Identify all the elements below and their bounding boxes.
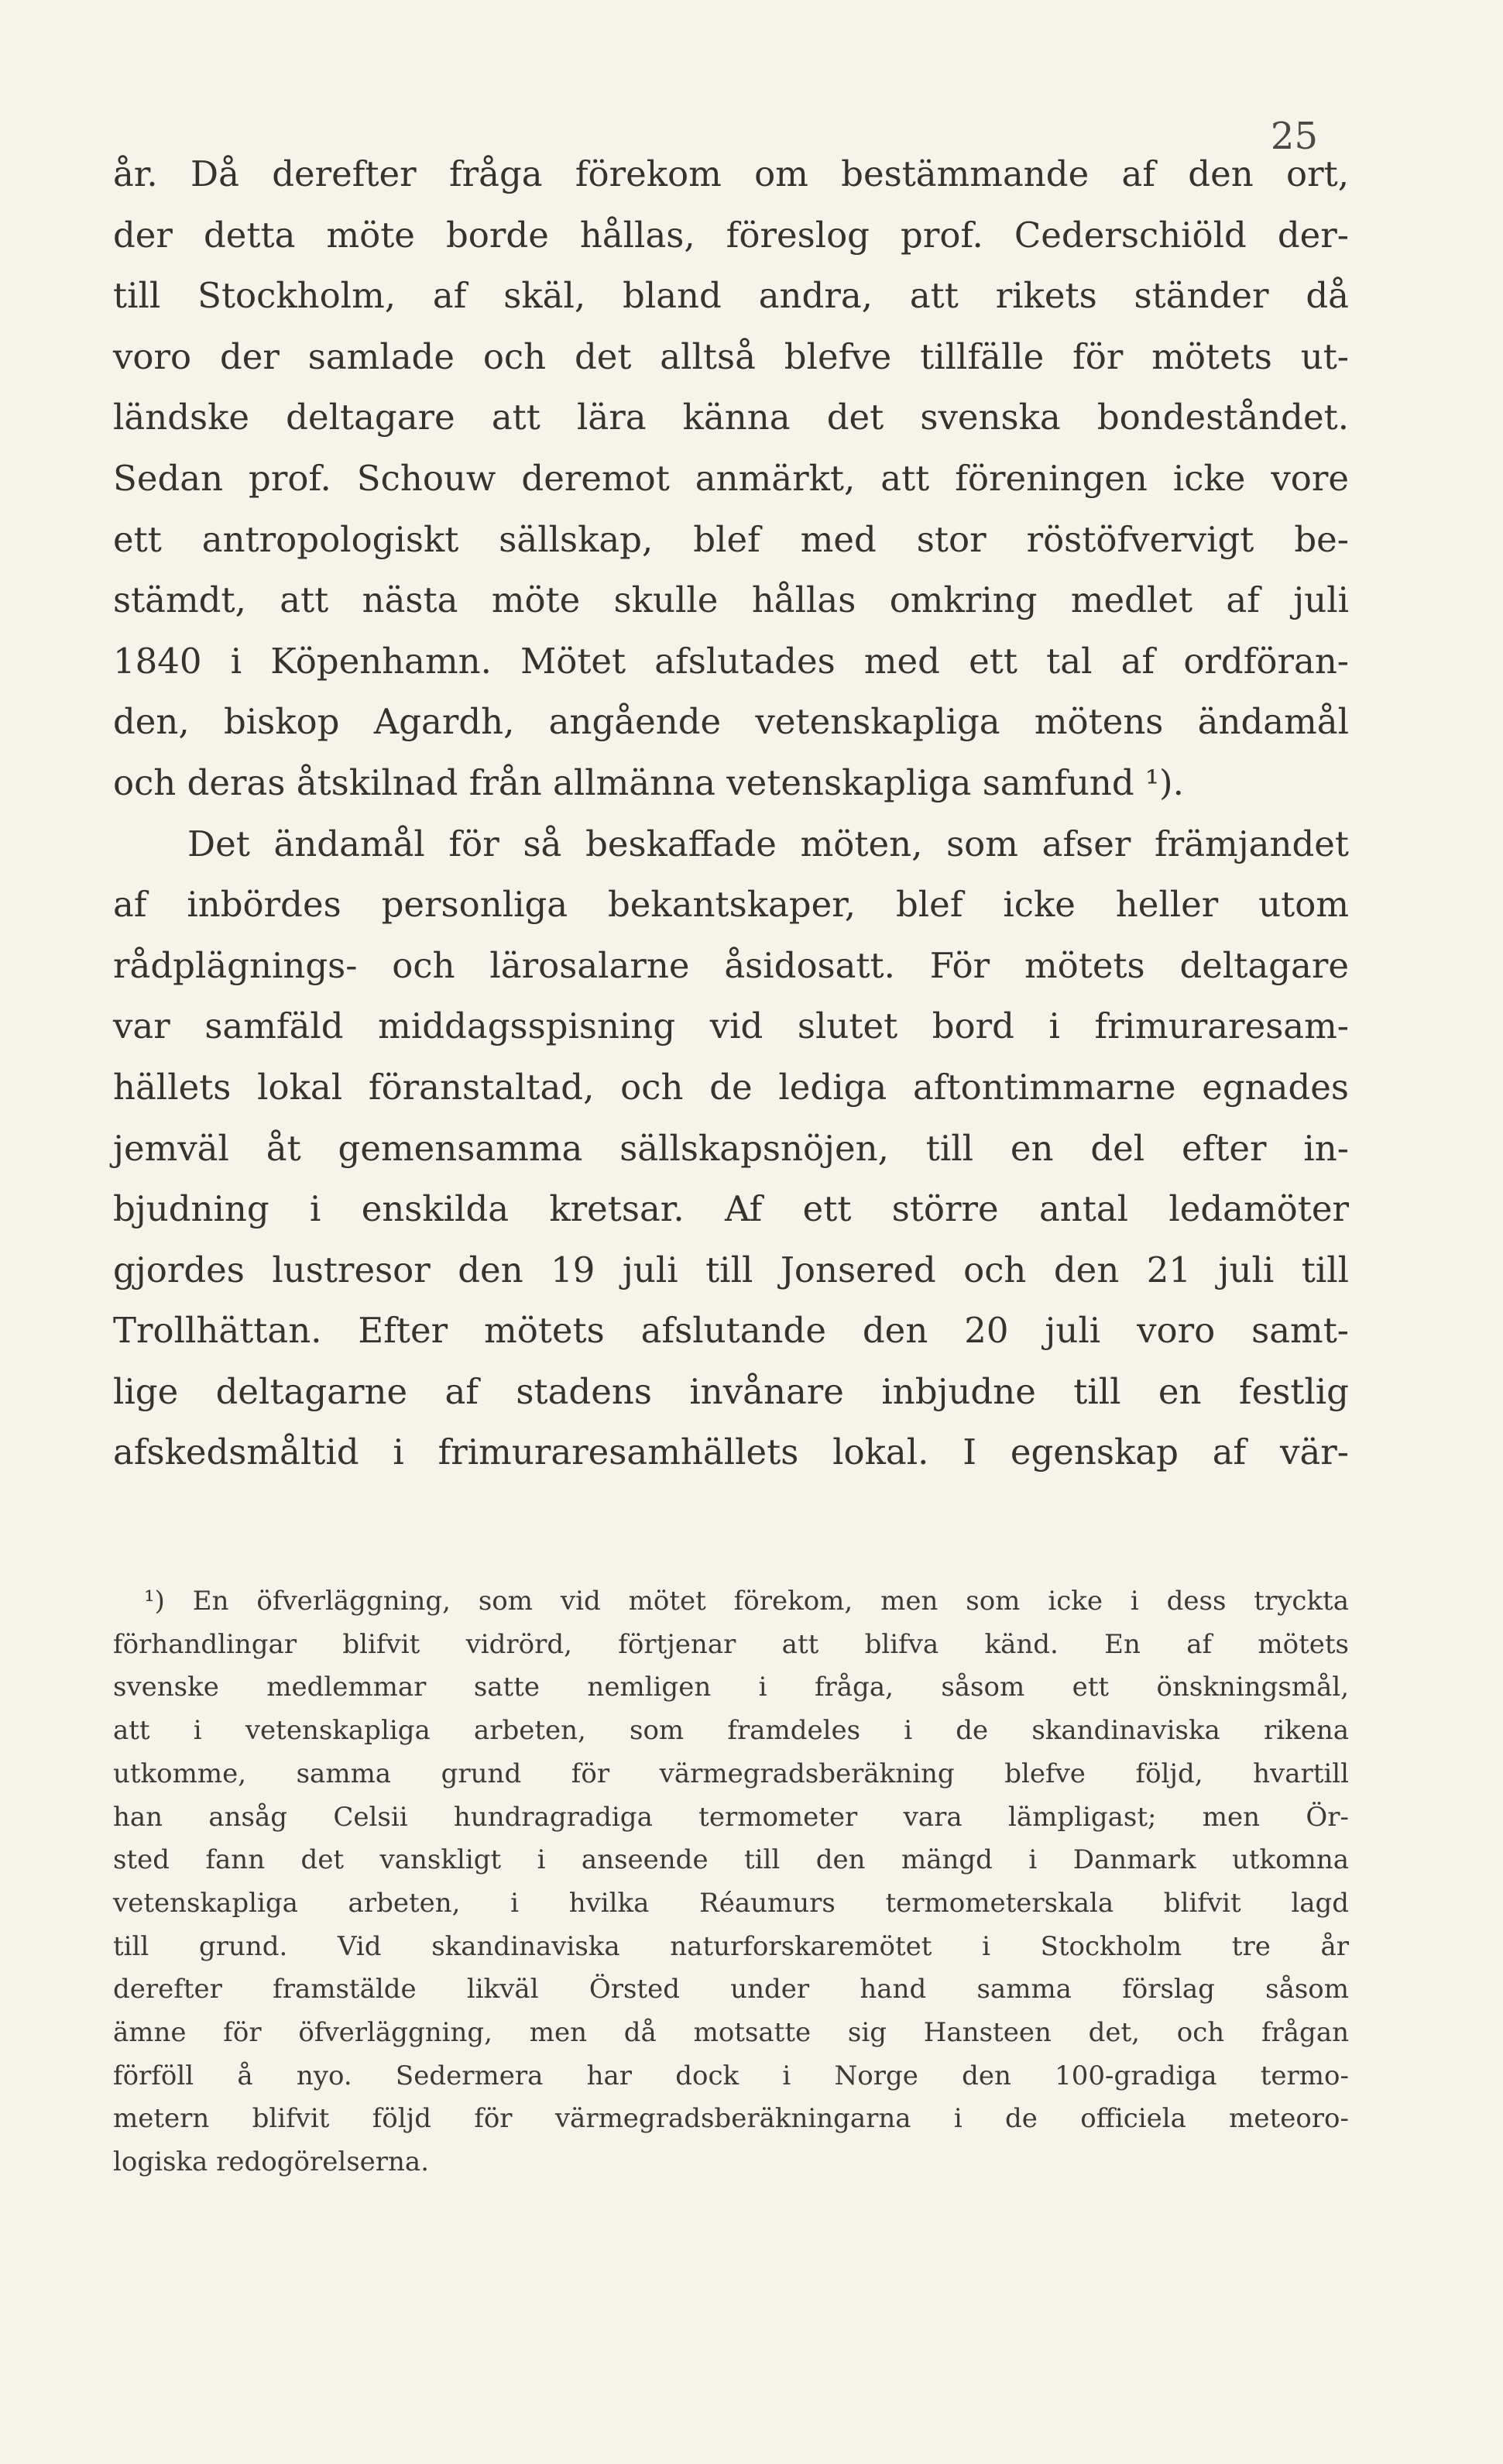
text-line: voro der samlade och det alltså blefve tillfälle för mötets ut- (113, 335, 1349, 377)
text-line: till Stockholm, af skäl, bland andra, att rikets ständer då (113, 275, 1349, 317)
footnote (113, 1580, 1349, 2184)
text-line: stämdt, att nästa möte skulle hållas omkring medlet af juli (113, 579, 1349, 621)
text-line: och deras åtskilnad från allmänna vetenskapliga samfund ¹). (113, 761, 1184, 803)
text-line: rådplägnings- och lärosalarne åsidosatt. För mötets deltagare (113, 944, 1349, 986)
body-text (113, 144, 1349, 1483)
footnote-line: vetenskapliga arbeten, i hvilka Réaumurs termometerskala blifvit lagd (113, 1887, 1349, 1919)
text-line: Trollhättan. Efter mötets afslutande den 20 juli voro samt- (113, 1310, 1349, 1352)
footnote-line: förföll å nyo. Sedermera har dock i Norge den 100-gradiga termo- (113, 2060, 1349, 2091)
footnote-line: till grund. Vid skandinaviska naturforskaremötet i Stockholm tre år (113, 1930, 1349, 1962)
text-line: den, biskop Agardh, angående vetenskapliga mötens ändamål (113, 701, 1349, 743)
text-line: jemväl åt gemensamma sällskapsnöjen, till en del efter in- (113, 1127, 1349, 1169)
footnote-line: han ansåg Celsii hundragradiga termometer vara lämpligast; men Ör- (113, 1801, 1349, 1833)
footnote-line: logiska redogörelserna. (113, 2146, 429, 2178)
footnote-line: ¹) En öfverläggning, som vid mötet förekom, men som icke i dess tryckta (144, 1586, 1349, 1617)
text-line: lige deltagarne af stadens invånare inbjudne till en festlig (113, 1370, 1349, 1412)
footnote-line: ämne för öfverläggning, men då motsatte sig Hansteen det, och frågan (113, 2017, 1349, 2049)
footnote-line: förhandlingar blifvit vidrörd, förtjenar att blifva känd. En af mötets (113, 1628, 1349, 1660)
footnote-line: att i vetenskapliga arbeten, som framdeles i de skandinaviska rikena (113, 1715, 1349, 1747)
page-number: 25 (1270, 115, 1318, 158)
text-line: Sedan prof. Schouw deremot anmärkt, att föreningen icke vore (113, 457, 1349, 499)
text-line: gjordes lustresor den 19 juli till Jonsered och den 21 juli till (113, 1249, 1349, 1290)
footnote-line: metern blifvit följd för värmegradsberäkningarna i de officiela meteoro- (113, 2103, 1349, 2135)
text-line: der detta möte borde hållas, föreslog prof. Cederschiöld der- (113, 214, 1349, 256)
text-line: bjudning i enskilda kretsar. Af ett större antal ledamöter (113, 1188, 1349, 1230)
text-line: var samfäld middagsspisning vid slutet bord i frimuraresam- (113, 1005, 1349, 1047)
text-line: afskedsmåltid i frimuraresamhällets lokal. I egenskap af vär- (113, 1431, 1349, 1473)
footnote-line: utkomme, samma grund för värmegradsberäkning blefve följd, hvartill (113, 1758, 1349, 1789)
text-line: år. Då derefter fråga förekom om bestämmande af den ort, (113, 153, 1349, 194)
text-line: 1840 i Köpenhamn. Mötet afslutades med ett tal af ordföran- (113, 640, 1349, 682)
footnote-line: svenske medlemmar satte nemligen i fråga, såsom ett önskningsmål, (113, 1672, 1349, 1703)
text-line: hällets lokal föranstaltad, och de lediga aftontimmarne egnades (113, 1066, 1349, 1108)
text-line: Det ändamål för så beskaffade möten, som afser främjandet (187, 823, 1349, 864)
text-line: ett antropologiskt sällskap, blef med stor röstöfvervigt be- (113, 518, 1349, 560)
text-line: af inbördes personliga bekantskaper, blef icke heller utom (113, 884, 1349, 926)
footnote-line: derefter framstälde likväl Örsted under hand samma förslag såsom (113, 1974, 1349, 2005)
footnote-line: sted fann det vanskligt i anseende till den mängd i Danmark utkomna (113, 1844, 1349, 1876)
text-line: ländske deltagare att lära känna det svenska bondeståndet. (113, 397, 1349, 438)
